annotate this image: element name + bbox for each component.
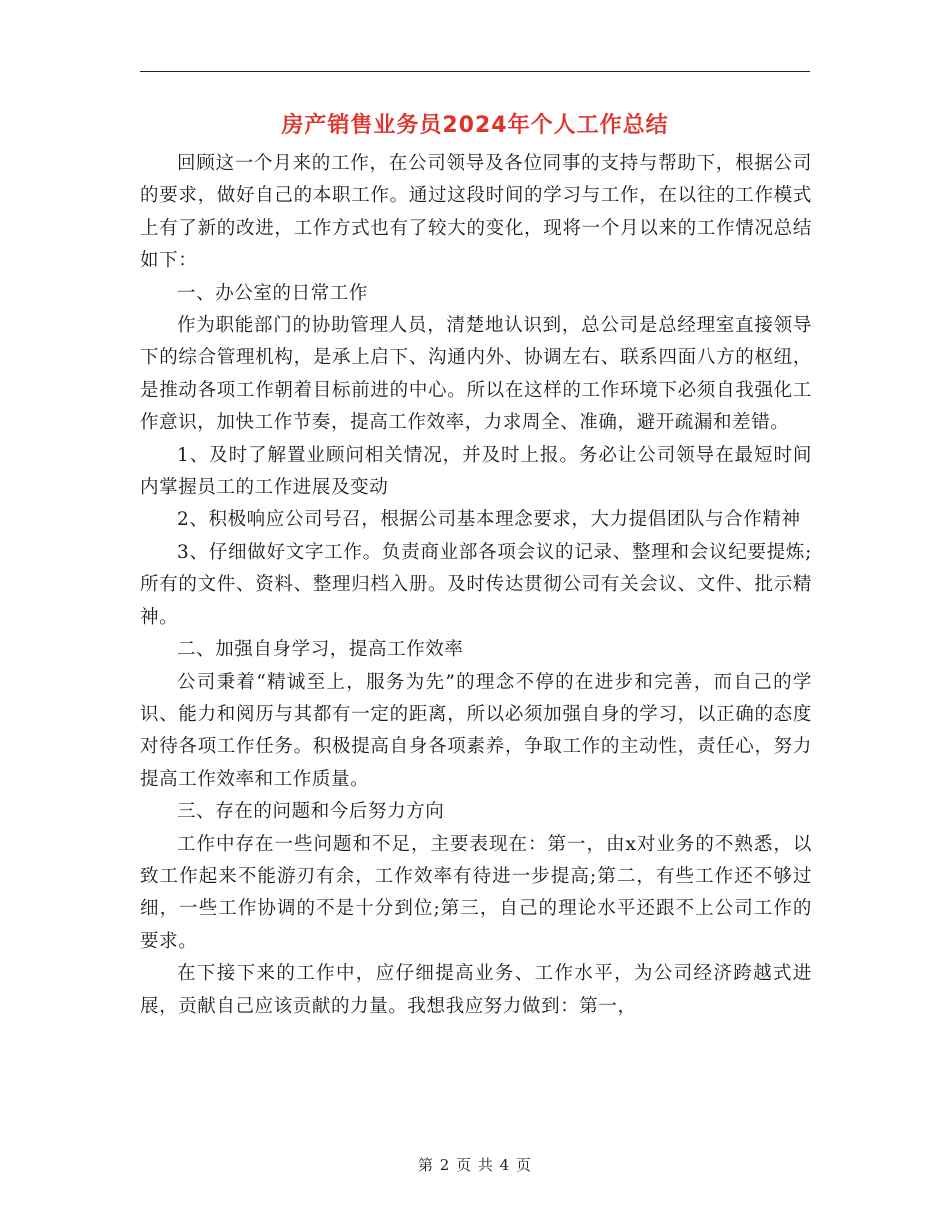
list-item: 3、仔细做好文字工作。负责商业部各项会议的记录、整理和会议纪要提炼;所有的文件、资料、整理归档入册。及时传达贯彻公司有关会议、文件、批示精神。: [140, 541, 812, 628]
paragraph-intro: 回顾这一个月来的工作，在公司领导及各位同事的支持与帮助下，根据公司的要求，做好自己的本职工作。通过这段时间的学习与工作，在以往的工作模式上有了新的改进，工作方式也有了较大的变化，现将一个月以来的工作情况总结如下：: [140, 153, 812, 272]
paragraph: 公司秉着“精诚至上，服务为先”的理念不停的在进步和完善，而自己的学识、能力和阅历与其都有一定的距离，所以必须加强自身的学习，以正确的态度对待各项工作任务。积极提高自身各项素养，争取工作的主动性，责任心，努力提高工作效率和工作质量。: [140, 671, 812, 790]
paragraph: 作为职能部门的协助管理人员，清楚地认识到，总公司是总经理室直接领导下的综合管理机构，是承上启下、沟通内外、协调左右、联系四面八方的枢纽，是推动各项工作朝着目标前进的中心。所以在这样的工作环境下必须自我强化工作意识，加快工作节奏，提高工作效率，力求周全、准确，避开疏漏和差错。: [140, 315, 812, 434]
section-heading-3: 三、存在的问题和今后努力方向: [177, 801, 445, 823]
page-number-footer: 第 2 页 共 4 页: [418, 1156, 532, 1174]
section-heading-1: 一、办公室的日常工作: [177, 282, 369, 304]
paragraph: 在下接下来的工作中，应仔细提高业务、工作水平，为公司经济跨越式进展，贡献自己应该贡献的力量。我想我应努力做到：第一，: [140, 963, 812, 1017]
paragraph: 工作中存在一些问题和不足，主要表现在：第一，由x对业务的不熟悉，以致工作起来不能游刃有余，工作效率有待进一步提高;第二，有些工作还不够过细，一些工作协调的不是十分到位;第三，自己的理论水平还跟不上公司工作的要求。: [140, 833, 812, 952]
section-heading-2: 二、加强自身学习，提高工作效率: [177, 639, 464, 661]
document-title: 房产销售业务员2024年个人工作总结: [281, 113, 669, 138]
list-item: 2、积极响应公司号召，根据公司基本理念要求，大力提倡团队与合作精神: [177, 509, 801, 531]
header-rule: [140, 71, 810, 72]
document-body: [140, 148, 812, 1023]
list-item: 1、及时了解置业顾问相关情况，并及时上报。务必让公司领导在最短时间内掌握员工的工作进展及变动: [140, 444, 812, 499]
